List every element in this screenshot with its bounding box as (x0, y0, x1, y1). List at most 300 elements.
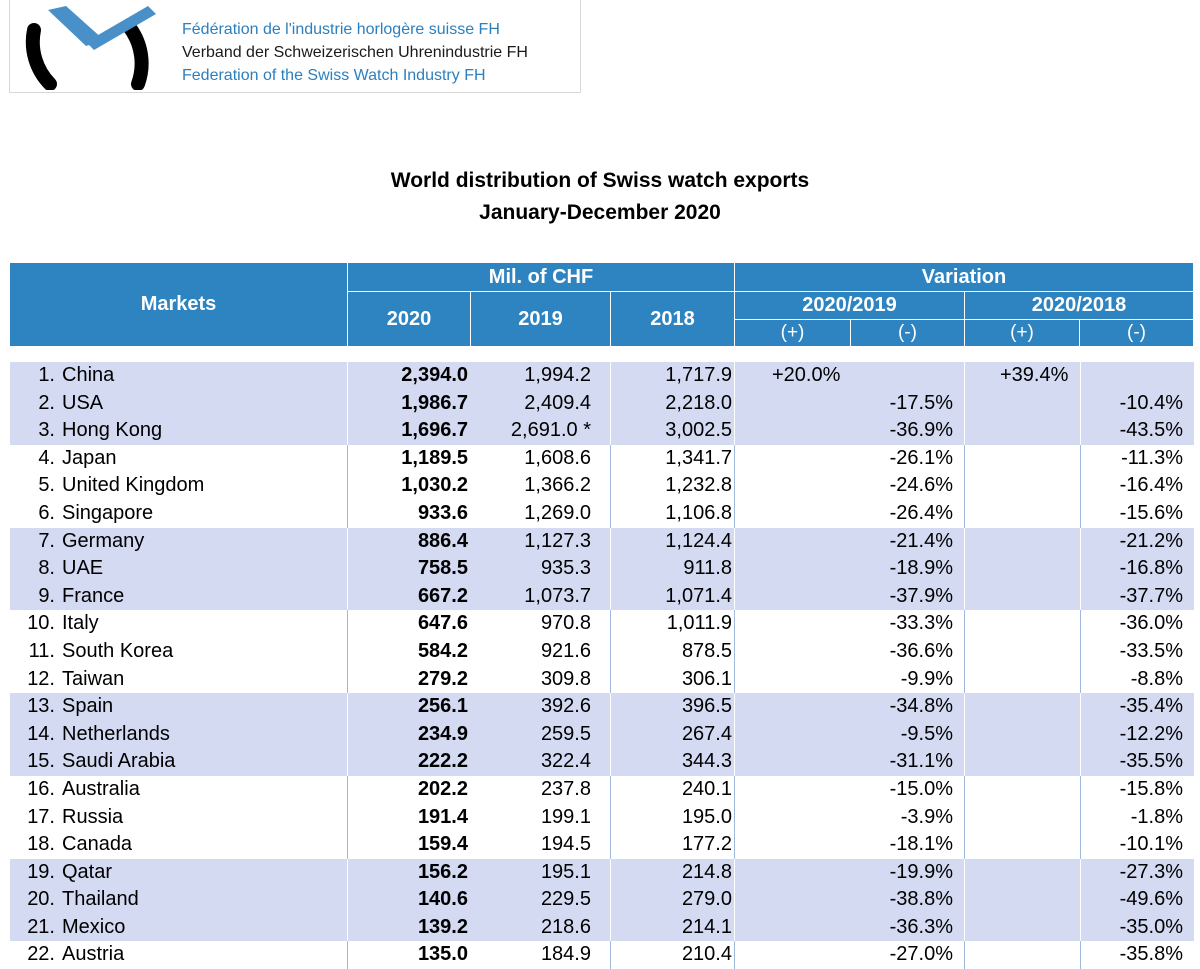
variation-2018-minus: -16.4% (1119, 474, 1183, 497)
market-rank: 21. (27, 915, 55, 938)
variation-2018-minus: -15.8% (1119, 777, 1183, 800)
col-var-2020-2019: 2020/2019 (735, 292, 964, 319)
column-separator (734, 528, 735, 556)
variation-2019-minus: -3.9% (900, 805, 953, 828)
column-separator (610, 914, 611, 942)
column-separator (964, 693, 965, 721)
column-separator (734, 886, 735, 914)
variation-2018-minus: -15.6% (1119, 501, 1183, 524)
variation-2018-minus: -8.8% (1130, 667, 1183, 690)
col-var1-minus: (-) (851, 320, 964, 346)
market-cell (10, 776, 346, 804)
value-2018: 1,011.9 (666, 612, 732, 635)
value-2020: 159.4 (417, 833, 468, 856)
variation-2019-minus: -27.0% (889, 943, 953, 966)
value-2020: 886.4 (417, 529, 468, 552)
value-2018: 267.4 (681, 722, 732, 745)
column-separator (610, 748, 611, 776)
column-separator (1080, 472, 1081, 500)
market-cell (10, 555, 346, 583)
value-2018: 396.5 (681, 695, 732, 718)
value-2020: 234.9 (417, 722, 468, 745)
column-separator (1080, 362, 1081, 390)
column-separator (347, 362, 348, 390)
market-name: USA (62, 391, 104, 414)
column-separator (1080, 390, 1081, 418)
market-name: Singapore (62, 501, 154, 524)
table-row (10, 914, 1194, 942)
value-2019: 194.5 (540, 833, 591, 856)
market-rank: 11. (28, 639, 55, 662)
variation-2019-minus: -9.5% (900, 722, 953, 745)
market-name: Netherlands (62, 722, 170, 745)
value-2018: 3,002.5 (665, 419, 732, 442)
column-separator (1080, 941, 1081, 969)
value-2020: 191.4 (417, 805, 468, 828)
value-2018: 1,232.8 (665, 474, 732, 497)
market-rank: 8. (38, 557, 55, 580)
table-row (10, 500, 1194, 528)
market-rank: 18. (27, 833, 55, 856)
variation-2019-minus: -37.9% (889, 584, 953, 607)
value-2019: 229.5 (540, 888, 591, 911)
value-2020: 933.6 (417, 501, 468, 524)
column-separator (610, 886, 611, 914)
market-cell (10, 859, 346, 887)
column-separator (610, 472, 611, 500)
value-2019: 1,366.2 (524, 474, 591, 497)
variation-2018-minus: -12.2% (1119, 722, 1183, 745)
market-name: Qatar (62, 860, 113, 883)
variation-2019-minus: -9.9% (900, 667, 953, 690)
market-rank: 14. (27, 722, 55, 745)
variation-2018-minus: -11.3% (1121, 446, 1183, 469)
value-2020: 1,696.7 (401, 419, 468, 442)
variation-2019-minus: -26.4% (889, 501, 953, 524)
column-separator (1080, 610, 1081, 638)
market-cell (10, 666, 346, 694)
table-row (10, 638, 1194, 666)
column-separator (964, 886, 965, 914)
column-separator (734, 445, 735, 473)
column-separator (734, 583, 735, 611)
table-row (10, 831, 1194, 859)
variation-2018-minus: -49.6% (1119, 888, 1183, 911)
fh-logo-icon (12, 2, 162, 90)
column-separator (347, 693, 348, 721)
variation-2018-minus: -37.7% (1119, 584, 1183, 607)
column-separator (610, 638, 611, 666)
value-2019: 199.1 (540, 805, 591, 828)
market-rank: 9. (38, 584, 55, 607)
value-2019: 309.8 (540, 667, 591, 690)
market-cell (10, 362, 346, 390)
table-row (10, 804, 1194, 832)
column-separator (734, 500, 735, 528)
variation-2018-minus: -35.4% (1119, 695, 1183, 718)
column-separator (610, 528, 611, 556)
value-2018: 1,124.4 (665, 529, 732, 552)
market-cell (10, 610, 346, 638)
column-separator (1080, 859, 1081, 887)
column-separator (1080, 500, 1081, 528)
market-name: France (62, 584, 125, 607)
variation-2018-minus: -36.0% (1119, 612, 1183, 635)
variation-2019-minus: -36.9% (889, 419, 953, 442)
value-2020: 222.2 (417, 750, 468, 773)
value-2018: 2,218.0 (665, 391, 732, 414)
market-cell (10, 748, 346, 776)
org-name-fr: Fédération de l'industrie horlogère suisse FH (182, 21, 500, 38)
column-separator (734, 831, 735, 859)
column-separator (964, 500, 965, 528)
variation-2019-minus: -36.3% (889, 915, 953, 938)
variation-2019-minus: -17.5% (889, 391, 953, 414)
column-separator (347, 390, 348, 418)
variation-2019-minus: -36.6% (889, 639, 953, 662)
column-separator (964, 804, 965, 832)
column-separator (1080, 528, 1081, 556)
column-separator (1080, 445, 1081, 473)
column-separator (734, 941, 735, 969)
market-name: Germany (62, 529, 145, 552)
variation-2018-minus: -43.5% (1119, 419, 1183, 442)
column-separator (347, 528, 348, 556)
col-2019: 2019 (471, 292, 610, 346)
column-separator (734, 555, 735, 583)
column-separator (734, 748, 735, 776)
value-2019: 2,691.0 * (510, 419, 591, 442)
variation-2019-minus: -19.9% (889, 860, 953, 883)
column-separator (347, 445, 348, 473)
column-separator (347, 886, 348, 914)
market-cell (10, 804, 346, 832)
column-separator (610, 666, 611, 694)
column-separator (347, 748, 348, 776)
letterhead (9, 0, 581, 93)
column-separator (610, 610, 611, 638)
market-name: Japan (62, 446, 117, 469)
variation-2019-minus: -18.9% (889, 557, 953, 580)
column-separator (734, 804, 735, 832)
value-2018: 210.4 (681, 943, 732, 966)
market-cell (10, 528, 346, 556)
column-separator (347, 666, 348, 694)
column-separator (964, 941, 965, 969)
column-separator (610, 941, 611, 969)
column-separator (964, 555, 965, 583)
variation-2019-minus: -18.1% (889, 833, 953, 856)
table-row (10, 886, 1194, 914)
column-separator (734, 638, 735, 666)
column-separator (1080, 831, 1081, 859)
market-name: Spain (62, 695, 114, 718)
value-2018: 214.8 (681, 860, 732, 883)
column-separator (964, 583, 965, 611)
column-separator (347, 831, 348, 859)
value-2019: 1,269.0 (524, 501, 591, 524)
column-separator (964, 472, 965, 500)
column-separator (347, 555, 348, 583)
table-row (10, 748, 1194, 776)
column-separator (734, 914, 735, 942)
variation-2019-minus: -34.8% (889, 695, 953, 718)
value-2020: 279.2 (417, 667, 468, 690)
value-2018: 911.8 (683, 557, 732, 580)
column-separator (1080, 776, 1081, 804)
column-separator (734, 776, 735, 804)
table-row (10, 362, 1194, 390)
variation-2018-minus: -27.3% (1119, 860, 1183, 883)
column-separator (1080, 693, 1081, 721)
column-separator (347, 914, 348, 942)
column-separator (964, 528, 965, 556)
column-separator (734, 610, 735, 638)
market-rank: 2. (38, 391, 55, 414)
column-separator (964, 831, 965, 859)
page-title: World distribution of Swiss watch exports (390, 169, 810, 192)
market-rank: 5. (38, 474, 55, 497)
table-row (10, 445, 1194, 473)
variation-2018-minus: -33.5% (1119, 639, 1183, 662)
variation-2019-minus: -38.8% (889, 888, 953, 911)
market-rank: 22. (27, 943, 55, 966)
value-2020: 758.5 (417, 557, 468, 580)
column-separator (734, 362, 735, 390)
variation-2018-plus: +39.4% (1000, 364, 1069, 386)
market-cell (10, 583, 346, 611)
market-name: Canada (62, 833, 133, 856)
market-rank: 16. (27, 777, 55, 800)
variation-2019-minus: -21.4% (889, 529, 953, 552)
variation-2019-minus: -24.6% (889, 474, 953, 497)
column-separator (1080, 583, 1081, 611)
value-2019: 322.4 (540, 750, 591, 773)
variation-2019-minus (850, 362, 953, 390)
column-separator (610, 693, 611, 721)
market-rank: 3. (38, 419, 55, 442)
market-name: Hong Kong (62, 419, 163, 442)
market-cell (10, 390, 346, 418)
col-2020: 2020 (348, 292, 470, 346)
value-2018: 177.2 (681, 833, 732, 856)
market-name: China (62, 364, 115, 386)
value-2019: 921.6 (540, 639, 591, 662)
column-separator (610, 831, 611, 859)
market-name: South Korea (62, 639, 174, 662)
column-separator (964, 776, 965, 804)
column-separator (610, 445, 611, 473)
column-separator (964, 748, 965, 776)
variation-2018-minus: -35.5% (1119, 750, 1183, 773)
table-row (10, 666, 1194, 694)
table-row (10, 721, 1194, 749)
value-2019: 392.6 (540, 695, 591, 718)
market-cell (10, 886, 346, 914)
table-row (10, 472, 1194, 500)
column-separator (610, 390, 611, 418)
column-separator (347, 941, 348, 969)
variation-2018-minus: -35.0% (1119, 915, 1183, 938)
variation-2018-minus: -10.4% (1119, 391, 1183, 414)
column-separator (964, 638, 965, 666)
variation-2019-minus: -26.1% (889, 446, 953, 469)
column-separator (610, 721, 611, 749)
column-separator (347, 500, 348, 528)
value-2019: 1,127.3 (524, 529, 591, 552)
value-2018: 1,071.4 (665, 584, 732, 607)
col-var-2020-2018: 2020/2018 (965, 292, 1193, 319)
market-cell (10, 445, 346, 473)
column-separator (347, 776, 348, 804)
market-name: Taiwan (62, 667, 125, 690)
value-2020: 647.6 (417, 612, 468, 635)
variation-2018-minus: -35.8% (1119, 943, 1183, 966)
column-separator (964, 610, 965, 638)
value-2018: 306.1 (681, 667, 732, 690)
variation-2019-minus: -33.3% (889, 612, 953, 635)
variation-2019-plus: +20.0% (772, 364, 841, 386)
org-name-de: Verband der Schweizerischen Uhrenindustrie FH (182, 44, 528, 61)
column-separator (734, 693, 735, 721)
col-markets: Markets (10, 263, 347, 346)
value-2020: 667.2 (417, 584, 468, 607)
value-2018: 240.1 (681, 777, 732, 800)
market-cell (10, 831, 346, 859)
col-2018: 2018 (611, 292, 734, 346)
value-2018: 1,106.8 (665, 501, 732, 524)
value-2018: 195.0 (681, 805, 732, 828)
value-2020: 1,030.2 (401, 474, 468, 497)
table-row (10, 776, 1194, 804)
column-separator (347, 859, 348, 887)
table-row (10, 693, 1194, 721)
variation-2018-minus: -10.1% (1119, 833, 1183, 856)
column-separator (964, 859, 965, 887)
table-row (10, 610, 1194, 638)
variation-2019-minus: -15.0% (889, 777, 953, 800)
column-separator (964, 390, 965, 418)
table-row (10, 390, 1194, 418)
column-separator (610, 776, 611, 804)
col-group-mil-chf: Mil. of CHF (348, 263, 734, 291)
value-2020: 202.2 (417, 777, 468, 800)
market-cell (10, 721, 346, 749)
value-2019: 1,994.2 (524, 364, 591, 386)
variation-2018-minus (1070, 362, 1183, 390)
column-separator (1080, 666, 1081, 694)
column-separator (734, 859, 735, 887)
variation-2018-minus: -16.8% (1119, 557, 1183, 580)
column-separator (347, 583, 348, 611)
column-separator (610, 859, 611, 887)
column-separator (964, 362, 965, 390)
column-separator (347, 638, 348, 666)
column-separator (347, 721, 348, 749)
table-row (10, 528, 1194, 556)
market-rank: 19. (27, 860, 55, 883)
market-cell (10, 941, 346, 969)
page-subtitle: January-December 2020 (479, 201, 721, 224)
column-separator (964, 914, 965, 942)
value-2019: 195.1 (540, 860, 591, 883)
market-rank: 4. (38, 446, 55, 469)
column-separator (964, 721, 965, 749)
col-var2-plus: (+) (965, 320, 1079, 346)
column-separator (1080, 417, 1081, 445)
column-separator (610, 500, 611, 528)
value-2018: 878.5 (681, 639, 732, 662)
column-separator (734, 390, 735, 418)
value-2020: 584.2 (417, 639, 468, 662)
column-separator (1080, 638, 1081, 666)
exports-table (10, 362, 1194, 969)
table-row (10, 583, 1194, 611)
column-separator (1080, 886, 1081, 914)
column-separator (347, 804, 348, 832)
column-separator (610, 362, 611, 390)
market-cell (10, 638, 346, 666)
market-name: UAE (62, 557, 104, 580)
column-separator (1080, 748, 1081, 776)
value-2020: 156.2 (417, 860, 468, 883)
table-row (10, 941, 1194, 969)
value-2019: 2,409.4 (524, 391, 591, 414)
market-rank: 13. (27, 695, 55, 718)
org-name-en: Federation of the Swiss Watch Industry FH (182, 67, 486, 84)
market-rank: 15. (27, 750, 55, 773)
market-rank: 10. (27, 612, 55, 635)
market-rank: 6. (38, 501, 55, 524)
value-2020: 140.6 (417, 888, 468, 911)
table-row (10, 555, 1194, 583)
value-2018: 1,717.9 (665, 364, 732, 386)
column-separator (610, 417, 611, 445)
col-group-variation: Variation (735, 263, 1193, 291)
value-2019: 935.3 (540, 557, 591, 580)
market-name: Mexico (62, 915, 126, 938)
column-separator (734, 472, 735, 500)
value-2020: 256.1 (417, 695, 468, 718)
column-separator (610, 555, 611, 583)
table-row (10, 417, 1194, 445)
market-name: Italy (62, 612, 99, 635)
column-separator (347, 417, 348, 445)
column-separator (964, 417, 965, 445)
variation-2019-minus: -31.1% (889, 750, 953, 773)
value-2019: 237.8 (540, 777, 591, 800)
value-2019: 1,073.7 (524, 584, 591, 607)
market-name: Saudi Arabia (62, 750, 176, 773)
value-2019: 970.8 (540, 612, 591, 635)
market-name: Australia (62, 777, 140, 800)
column-separator (734, 721, 735, 749)
column-separator (964, 445, 965, 473)
col-var2-minus: (-) (1080, 320, 1193, 346)
value-2018: 214.1 (681, 915, 732, 938)
column-separator (1080, 555, 1081, 583)
value-2020: 139.2 (417, 915, 468, 938)
market-cell (10, 472, 346, 500)
column-separator (1080, 721, 1081, 749)
market-rank: 20. (27, 888, 55, 911)
value-2020: 2,394.0 (401, 364, 468, 386)
column-separator (347, 610, 348, 638)
column-separator (610, 583, 611, 611)
value-2018: 279.0 (681, 888, 732, 911)
column-separator (610, 804, 611, 832)
value-2018: 1,341.7 (665, 446, 732, 469)
